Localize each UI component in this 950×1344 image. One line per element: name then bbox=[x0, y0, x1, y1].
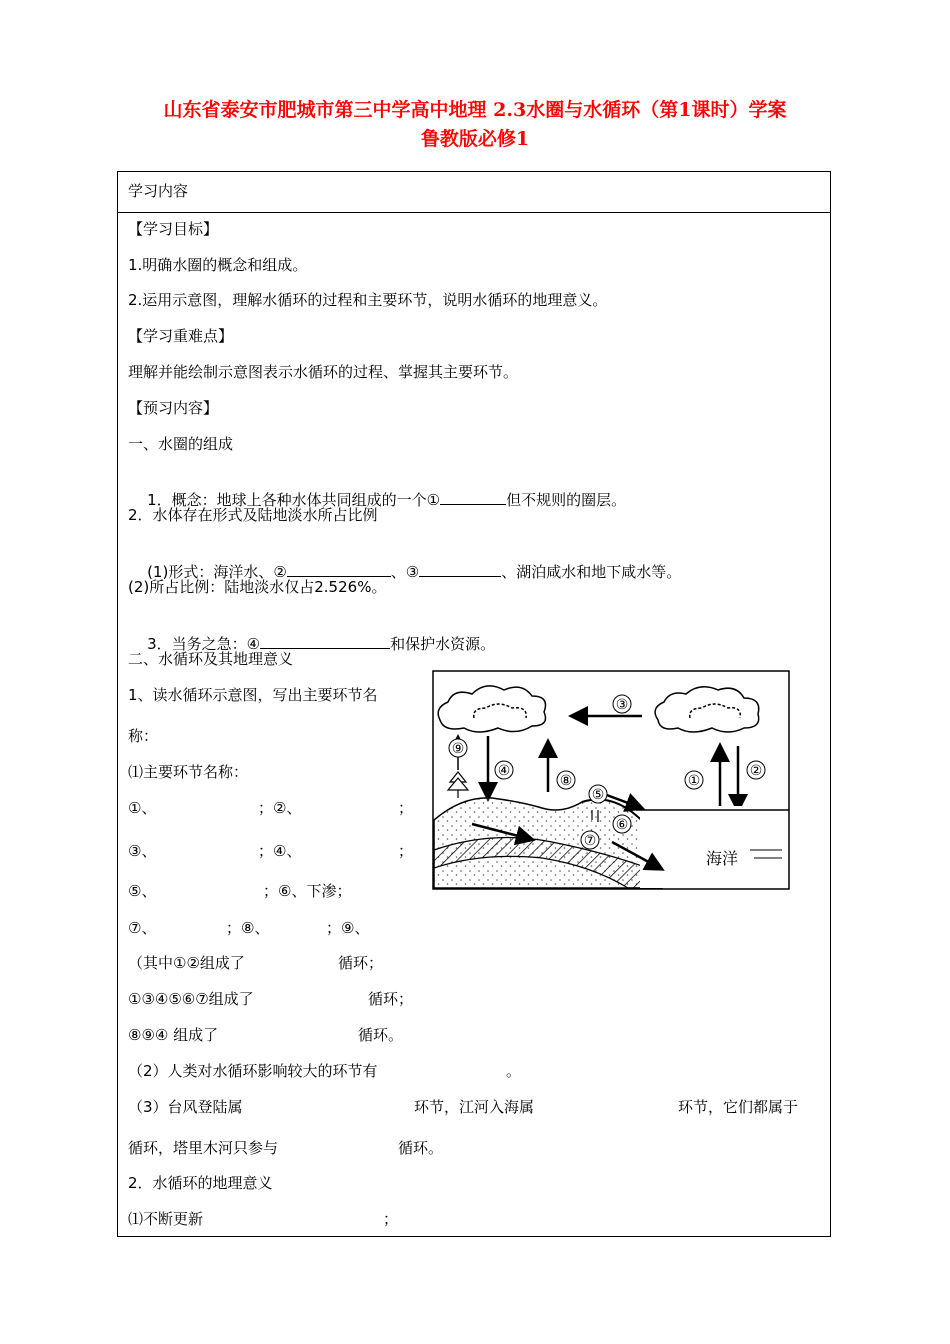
forms-heading: 2．水体存在形式及陆地淡水所占比例 bbox=[128, 506, 378, 524]
name-row-2-b: ；④、 bbox=[258, 842, 302, 860]
diagram-label-6: ⑥ bbox=[615, 817, 629, 833]
meaning-heading: 2．水循环的地理意义 bbox=[128, 1174, 273, 1192]
document-title-line-1: 山东省泰安市肥城市第三中学高中地理 2.3水圈与水循环（第1课时）学案 bbox=[163, 99, 787, 121]
name-row-4-c: ；⑨、 bbox=[326, 919, 370, 937]
water-cycle-diagram bbox=[432, 670, 790, 890]
cycle-2-b: 循环； bbox=[368, 990, 414, 1008]
diagram-label-1: ① bbox=[687, 773, 701, 789]
typhoon-2-a: 循环，塔里木河只参与 bbox=[128, 1139, 279, 1157]
objective-2: 2.运用示意图，理解水循环的过程和主要环节，说明水循环的地理意义。 bbox=[128, 291, 608, 309]
name-row-1-c: ； bbox=[398, 799, 414, 817]
diagram-label-5: ⑤ bbox=[591, 787, 605, 803]
table-header-label: 学习内容 bbox=[128, 182, 189, 200]
typhoon-a: （3）台风登陆属 bbox=[128, 1098, 243, 1116]
section-2-heading: 二、水循环及其地理意义 bbox=[128, 650, 294, 668]
forms-text-a: (1)形式：海洋水、② bbox=[147, 563, 287, 581]
names-heading: ⑴主要环节名称： bbox=[128, 763, 249, 781]
ocean-area bbox=[640, 806, 788, 888]
cycle-3-a: ⑧⑨④ 组成了 bbox=[128, 1026, 219, 1044]
ratio-line: (2)所占比例：陆地淡水仅占2.526%。 bbox=[128, 578, 387, 596]
name-row-4-a: ⑦、 bbox=[128, 919, 157, 937]
table-header-row bbox=[118, 172, 830, 213]
meaning-1-a: ⑴不断更新 bbox=[128, 1210, 204, 1228]
cycle-2-a: ①③④⑤⑥⑦组成了 bbox=[128, 990, 254, 1008]
diagram-label-4: ④ bbox=[497, 763, 511, 779]
concept-text-b: 但不规则的圈层。 bbox=[506, 491, 627, 509]
name-row-1-a: ①、 bbox=[128, 799, 157, 817]
name-row-4-b: ；⑧、 bbox=[226, 919, 270, 937]
difficulties-heading: 【学习重难点】 bbox=[128, 327, 234, 345]
diagram-label-2: ② bbox=[749, 763, 763, 779]
ocean-label: 海洋 bbox=[705, 849, 739, 868]
difficulties-text: 理解并能绘制示意图表示水循环的过程、掌握其主要环节。 bbox=[128, 363, 519, 381]
blank-3[interactable] bbox=[419, 561, 501, 577]
document-title-line-2: 鲁教版必修1 bbox=[420, 128, 530, 150]
name-row-1-b: ；②、 bbox=[258, 799, 302, 817]
typhoon-b: 环节，江河入海属 bbox=[414, 1098, 535, 1116]
forms-text-c: 、湖泊咸水和地下咸水等。 bbox=[501, 563, 682, 581]
urgent-text-b: 和保护水资源。 bbox=[390, 635, 496, 653]
diagram-label-3: ③ bbox=[615, 697, 629, 713]
lesson-table bbox=[117, 171, 831, 1237]
objectives-heading: 【学习目标】 bbox=[128, 220, 219, 238]
diagram-label-7: ⑦ bbox=[583, 833, 597, 849]
blank-2[interactable] bbox=[287, 561, 391, 577]
cycle-1-b: 循环； bbox=[338, 954, 384, 972]
name-row-2-a: ③、 bbox=[128, 842, 157, 860]
cycle-1-a: （其中①②组成了 bbox=[128, 954, 245, 972]
diagram-label-8: ⑧ bbox=[559, 773, 573, 789]
human-influence-a: （2）人类对水循环影响较大的环节有 bbox=[128, 1062, 378, 1080]
typhoon-c: 环节，它们都属于 bbox=[678, 1098, 799, 1116]
forms-text-b: 、③ bbox=[390, 563, 420, 581]
urgent-text-a: 3．当务之急：④ bbox=[147, 635, 261, 653]
read-diagram-b: 称： bbox=[128, 727, 159, 745]
name-row-2-c: ； bbox=[398, 842, 414, 860]
read-diagram-a: 1、读水循环示意图，写出主要环节名 bbox=[128, 686, 378, 704]
name-row-3-a: ⑤、 bbox=[128, 882, 157, 900]
diagram-label-9: ⑨ bbox=[451, 741, 465, 757]
concept-text-a: 1．概念：地球上各种水体共同组成的一个① bbox=[147, 491, 441, 509]
blank-1[interactable] bbox=[440, 489, 506, 505]
meaning-1-b: ； bbox=[383, 1210, 399, 1228]
human-influence-b: 。 bbox=[506, 1062, 522, 1080]
preview-heading: 【预习内容】 bbox=[128, 399, 219, 417]
cycle-3-b: 循环。 bbox=[358, 1026, 404, 1044]
section-1-heading: 一、水圈的组成 bbox=[128, 435, 234, 453]
blank-4[interactable] bbox=[260, 633, 390, 649]
typhoon-2-b: 循环。 bbox=[398, 1139, 444, 1157]
objective-1: 1.明确水圈的概念和组成。 bbox=[128, 256, 308, 274]
name-row-3-b: ；⑥、下渗； bbox=[263, 882, 352, 900]
